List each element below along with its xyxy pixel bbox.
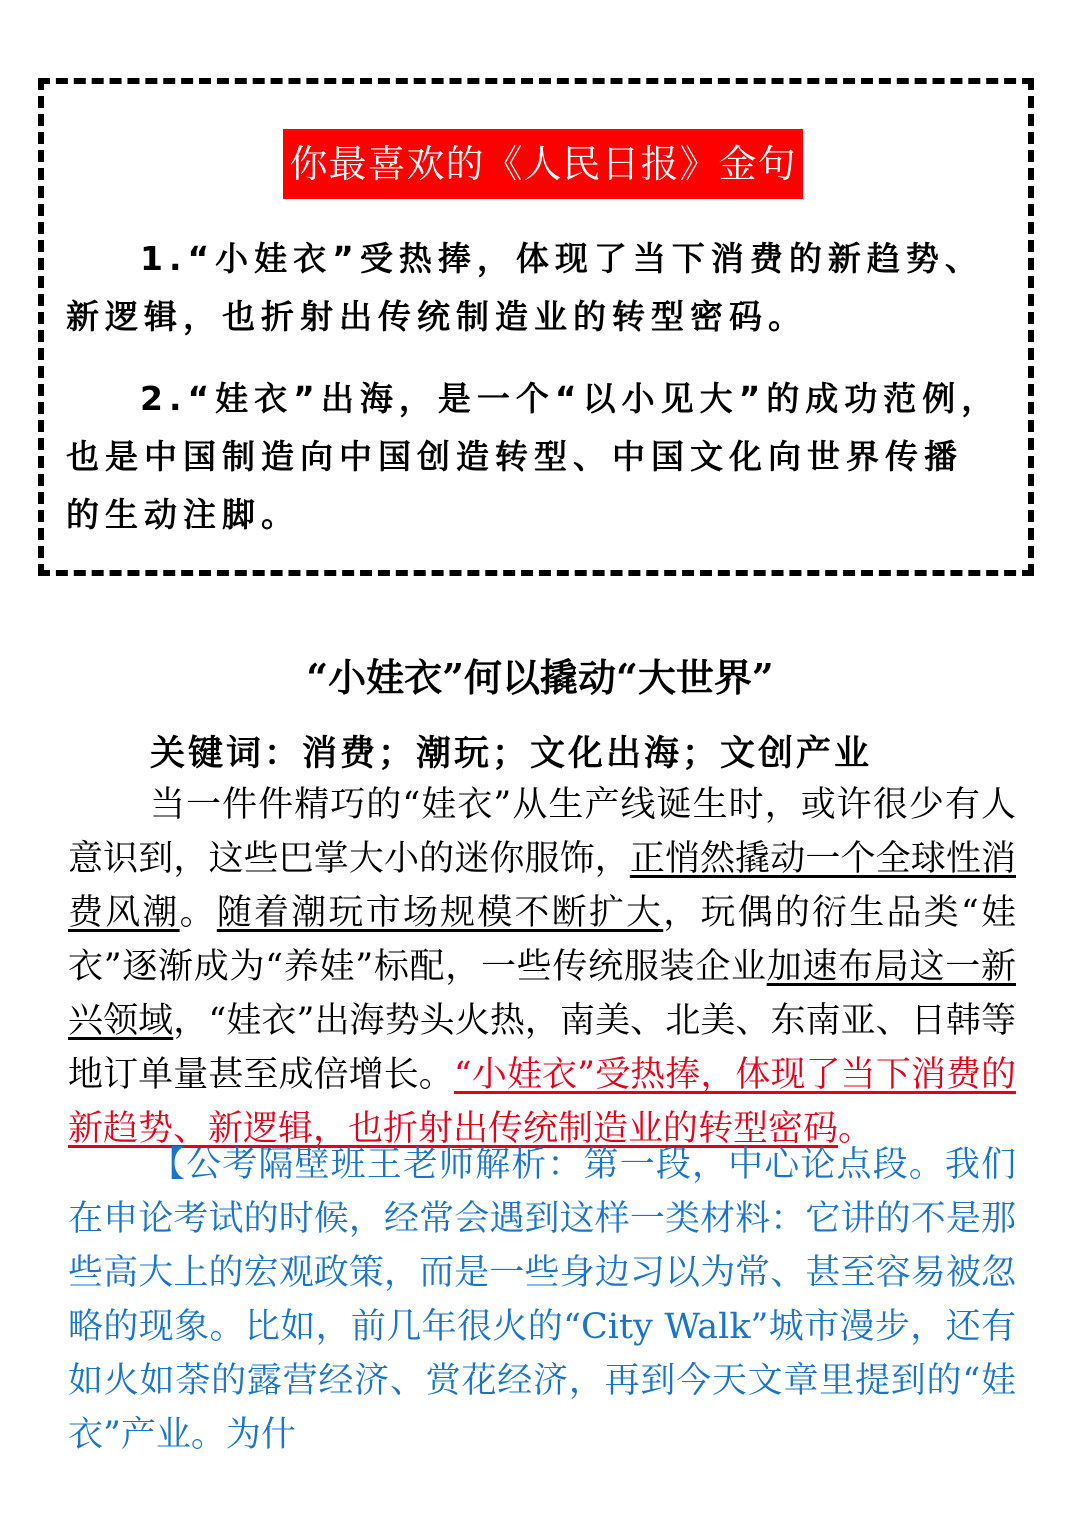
underlined-phrase: 正悄然撬动一个全球性消费风潮 (68, 839, 1016, 933)
highlighted-key-sentence: “小娃衣”受热捧，体现了当下消费的新趋势、新逻辑，也折射出传统制造业的转型密码 (68, 1055, 1016, 1149)
article-paragraph-1 (68, 778, 1016, 1156)
paragraph-1-text: 。 (179, 893, 217, 933)
paragraph-1-text: ，“娃衣”出海势头火热，南美、北美、东南亚、日韩等地订单量甚至成倍增长。 (68, 1001, 1016, 1095)
underlined-phrase: 加速布局这一新兴领域 (68, 947, 1016, 1041)
analysis-paragraph: 【公考隔壁班王老师解析：第一段，中心论点段。我们在申论考试的时候，经常会遇到这样一类材料：它讲的不是那些高大上的宏观政策，而是一些身边习以为常、甚至容易被忽略的现象。比如，前几年很火的“City Walk”城市漫步，还有如火如荼的露营经济、赏花经济，再到今天文章里提到的“娃衣”产业。为什 (68, 1145, 1016, 1455)
golden-quotes-banner: 你最喜欢的《人民日报》金句 (283, 129, 803, 199)
quote-item-2: 2.“娃衣”出海，是一个“以小见大”的成功范例，也是中国制造向中国创造转型、中国文化向世界传播的生动注脚。 (66, 379, 1001, 534)
underlined-phrase: 随着潮玩市场规模不断扩大 (216, 893, 664, 933)
paragraph-1-text: 当一件件精巧的“娃衣”从生产线诞生时，或许很少有人意识到，这些巴掌大小的迷你服饰， (68, 785, 1016, 879)
golden-quotes-box (38, 78, 1034, 576)
article-title: “小娃衣”何以撬动“大世界” (306, 655, 774, 700)
quote-item-1: 1.“小娃衣”受热捧，体现了当下消费的新趋势、新逻辑，也折射出传统制造业的转型密码。 (66, 239, 984, 336)
article-keywords: 关键词：消费；潮玩；文化出海；文创产业 (150, 733, 873, 774)
highlighted-punctuation: 。 (838, 1109, 874, 1149)
paragraph-1-text: ，玩偶的衍生品类“娃衣”逐渐成为“养娃”标配，一些传统服装企业 (68, 893, 1016, 987)
